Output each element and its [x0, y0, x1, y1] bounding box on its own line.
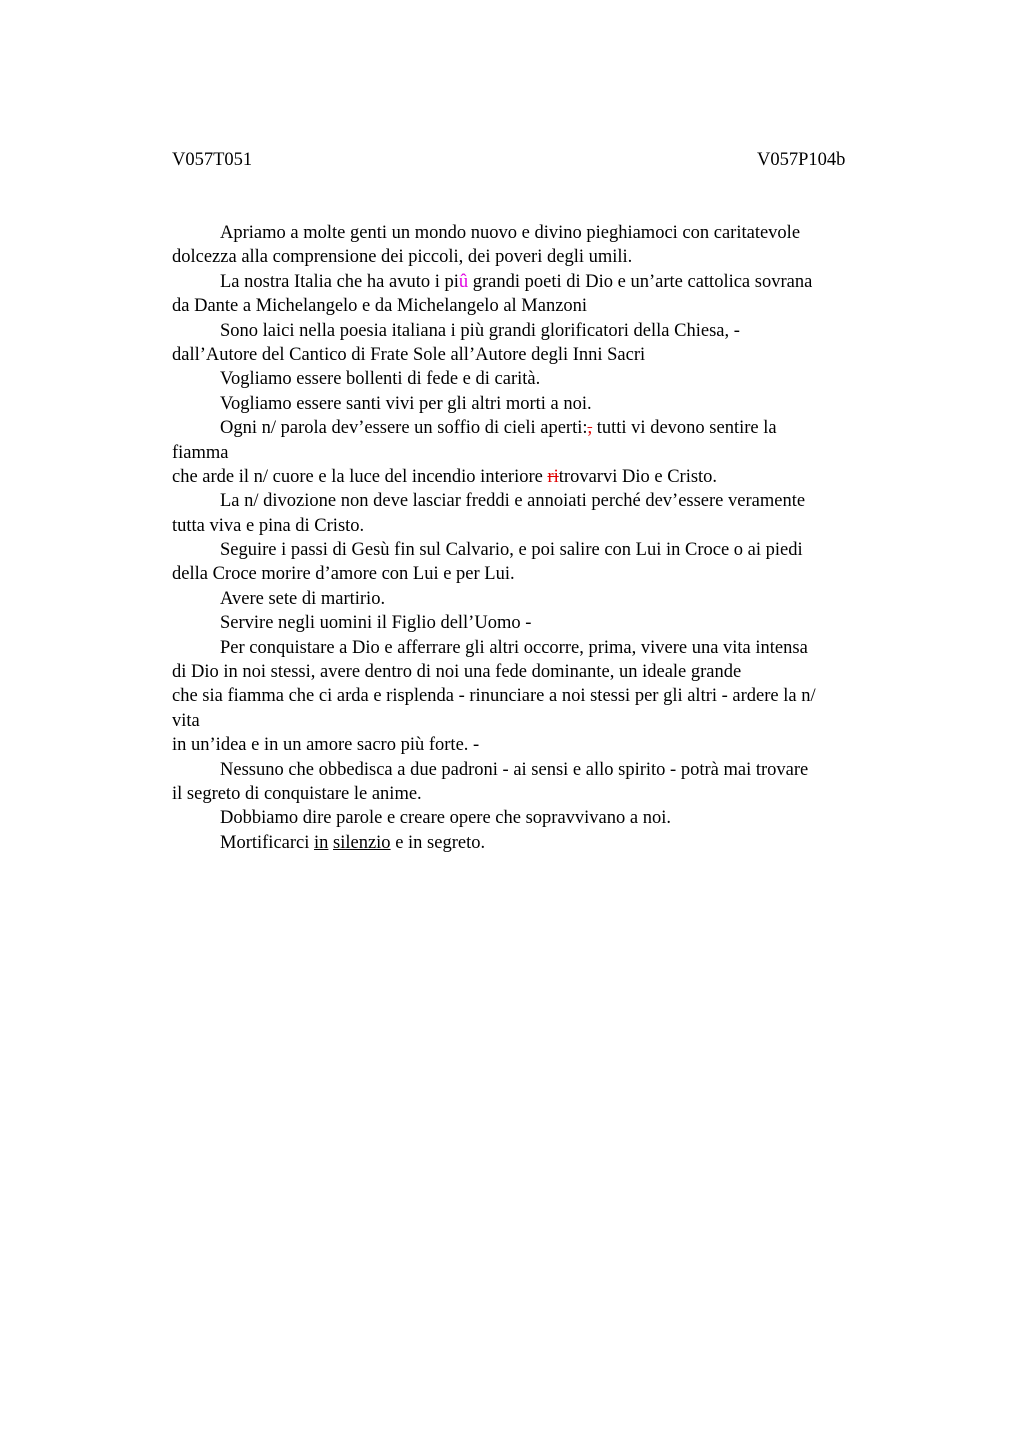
deleted-characters: ri: [547, 466, 559, 487]
text-line: Vogliamo essere santi vivi per gli altri morti a noi.: [220, 393, 592, 414]
text-line: Servire negli uomini il Figlio dell’Uomo -: [220, 613, 532, 634]
text-line: Seguire i passi di Gesù fin sul Calvario, e poi salire con Lui in Croce o ai piedi: [220, 540, 803, 561]
text-line: Sono laici nella poesia italiana i più grandi glorificatori della Chiesa, -: [220, 320, 740, 341]
text-segment: Mortificarci: [220, 832, 314, 853]
text-line: Avere sete di martirio.: [220, 588, 386, 609]
text-segment: e in segreto.: [390, 832, 486, 853]
text-line: della Croce morire d’amore con Lui e per Lui.: [172, 564, 515, 585]
text-line: di Dio in noi stessi, avere dentro di noi una fede dominante, un ideale grande: [172, 662, 742, 683]
text-line: Apriamo a molte genti un mondo nuovo e divino pieghiamoci con caritatevole: [220, 223, 801, 243]
text-line: La n/ divozione non deve lasciar freddi e annoiati perché dev’essere veramente: [220, 491, 806, 512]
text-line: Vogliamo essere bollenti di fede e di carità.: [220, 369, 541, 390]
text-line: fiamma: [172, 442, 229, 463]
text-line: che sia fiamma che ci arda e risplenda - rinunciare a noi stessi per gli altri - ardere la n/: [172, 686, 816, 707]
text-line: Dobbiamo dire parole e creare opere che sopravvivano a noi.: [220, 808, 671, 829]
text-line: dall’Autore del Cantico di Frate Sole all’Autore degli Inni Sacri: [172, 344, 646, 365]
text-line: Per conquistare a Dio e afferrare gli altri occorre, prima, vivere una vita intensa: [220, 637, 808, 658]
deleted-character: ,: [587, 418, 593, 439]
text-line: vita: [172, 710, 200, 731]
text-line: il segreto di conquistare le anime.: [172, 783, 422, 804]
document-id-left: V057T051: [172, 150, 253, 170]
text-line: [172, 270, 897, 294]
underlined-word: silenzio: [333, 832, 391, 853]
inserted-character: û: [458, 271, 469, 292]
text-segment: tutti vi devono sentire la: [592, 418, 777, 439]
document-body: [172, 221, 897, 855]
text-segment: trovarvi Dio e Cristo.: [558, 466, 718, 487]
text-line: [172, 465, 897, 489]
text-line: [172, 831, 897, 855]
text-line: tutta viva e pina di Cristo.: [172, 515, 365, 536]
underlined-word: in: [314, 832, 329, 853]
text-segment: che arde il n/ cuore e la luce del incendio interiore: [172, 466, 548, 487]
text-line: [172, 416, 897, 440]
document-id-right: V057P104b: [757, 150, 846, 170]
text-line: dolcezza alla comprensione dei piccoli, dei poveri degli umili.: [172, 247, 633, 268]
text-segment: Ogni n/ parola dev’essere un soffio di cieli aperti:: [220, 418, 588, 439]
text-segment: grandi poeti di Dio e un’arte cattolica sovrana: [468, 271, 813, 292]
text-segment: La nostra Italia che ha avuto i pi: [220, 271, 459, 292]
text-line: Nessuno che obbedisca a due padroni - ai sensi e allo spirito - potrà mai trovare: [220, 759, 809, 780]
text-line: da Dante a Michelangelo e da Michelangelo al Manzoni: [172, 296, 588, 317]
text-line: in un’idea e in un amore sacro più forte. -: [172, 735, 480, 756]
